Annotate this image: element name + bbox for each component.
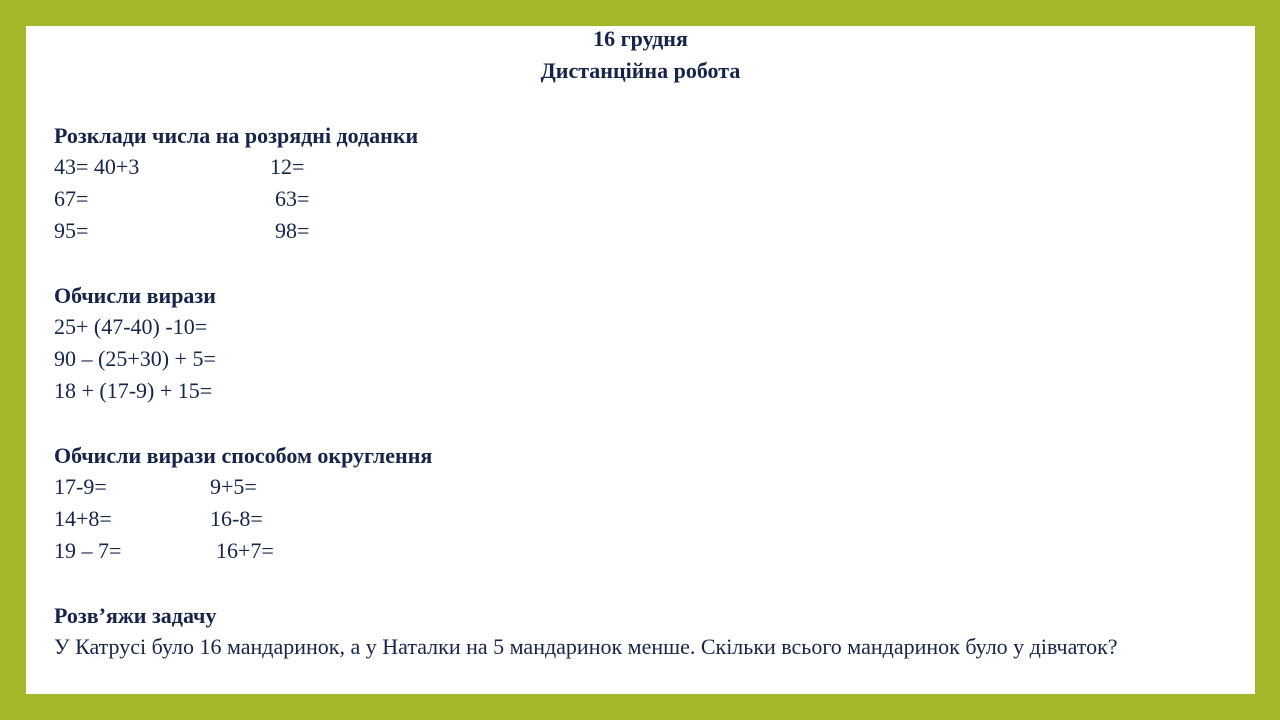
expression-row: 90 – (25+30) + 5=	[54, 346, 216, 371]
rounding-row	[54, 538, 274, 564]
rounding-row	[54, 506, 263, 532]
word-problem-text: У Катрусі було 16 мандаринок, а у Наталки на 5 мандаринок менше. Скільки всього мандаринок було у дівчаток?	[54, 634, 1118, 659]
rounding-right: 9+5=	[210, 474, 257, 499]
section-heading-word-problem: Розв’яжи задачу	[54, 603, 217, 628]
expanded-form-right: 63=	[275, 186, 310, 211]
expanded-form-right: 98=	[275, 218, 310, 243]
slide-page	[26, 26, 1255, 694]
rounding-left: 17-9=	[54, 474, 107, 499]
date-heading: 16 грудня	[593, 26, 688, 51]
expression-row: 25+ (47-40) -10=	[54, 314, 208, 339]
expanded-form-right: 12=	[270, 154, 305, 179]
section-heading-expanded-form: Розклади числа на розрядні доданки	[54, 123, 419, 148]
rounding-right: 16+7=	[216, 538, 274, 563]
expression-row: 18 + (17-9) + 15=	[54, 378, 213, 403]
page-title: Дистанційна робота	[540, 58, 741, 83]
expanded-form-left: 67=	[54, 186, 89, 211]
rounding-left: 19 – 7=	[54, 538, 122, 563]
expanded-form-row	[54, 186, 310, 212]
rounding-right: 16-8=	[210, 506, 263, 531]
expanded-form-left: 43= 40+3	[54, 154, 140, 179]
expanded-form-row	[54, 154, 305, 180]
rounding-row	[54, 474, 257, 500]
rounding-left: 14+8=	[54, 506, 112, 531]
section-heading-expressions: Обчисли вирази	[54, 283, 216, 308]
section-heading-rounding: Обчисли вирази способом округлення	[54, 443, 433, 468]
expanded-form-row	[54, 218, 310, 244]
expanded-form-left: 95=	[54, 218, 89, 243]
